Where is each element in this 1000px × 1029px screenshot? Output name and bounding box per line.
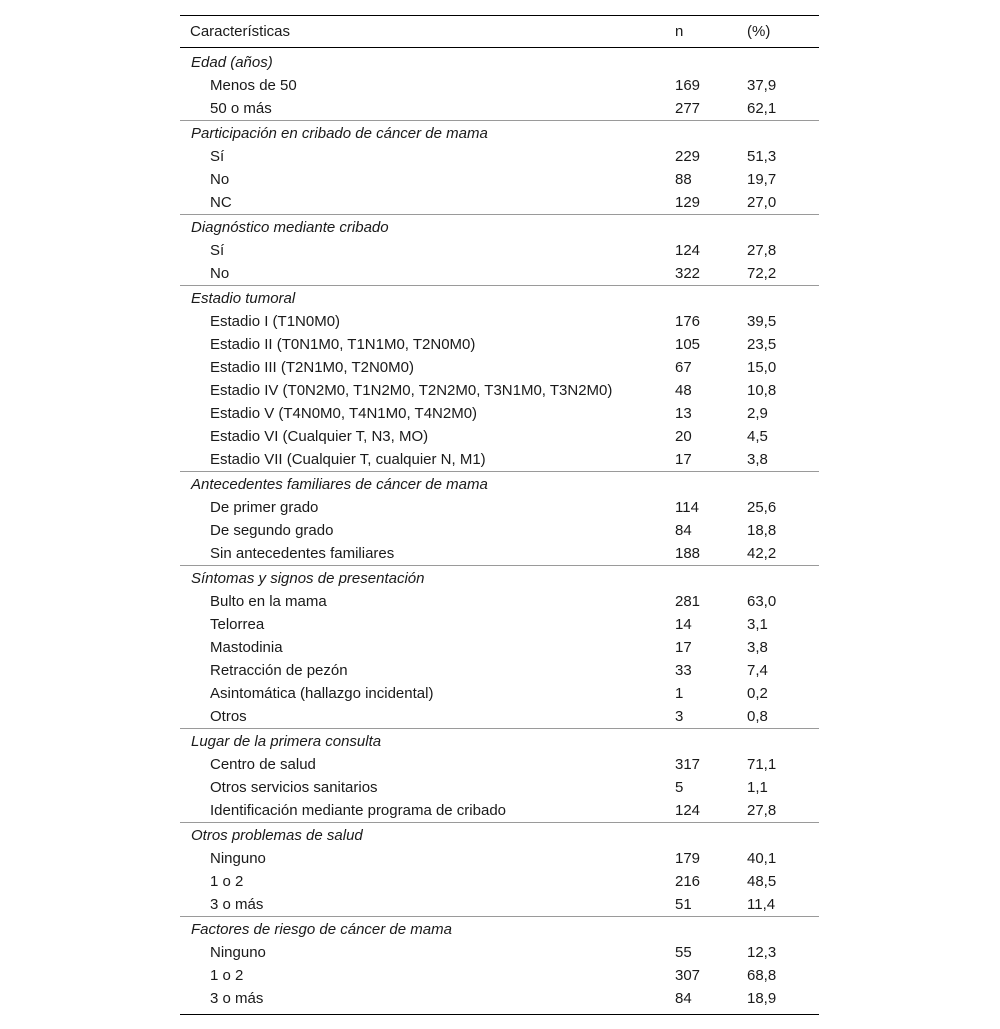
row-label: Telorrea — [210, 616, 265, 633]
table-row — [180, 893, 819, 917]
row-n-value: 51 — [675, 896, 692, 913]
row-percent-value: 51,3 — [747, 148, 777, 165]
row-n-value: 176 — [675, 313, 701, 330]
row-n-value: 229 — [675, 148, 701, 165]
section-title: Diagnóstico mediante cribado — [180, 215, 819, 240]
table-row — [180, 753, 819, 776]
table-row — [180, 519, 819, 542]
row-label: Retracción de pezón — [210, 662, 348, 679]
row-percent-value: 42,2 — [747, 545, 777, 562]
row-label: Mastodinia — [210, 639, 283, 656]
row-percent-value: 12,3 — [747, 944, 777, 961]
row-percent-value: 4,5 — [747, 428, 768, 445]
table-row — [180, 333, 819, 356]
table-row — [180, 191, 819, 215]
row-n-value: 277 — [675, 100, 701, 117]
row-label: Identificación mediante programa de cribado — [210, 802, 507, 819]
table-row — [180, 448, 819, 472]
section-title: Otros problemas de salud — [180, 823, 819, 848]
section-row — [180, 121, 819, 146]
row-label: Estadio III (T2N1M0, T2N0M0) — [210, 359, 414, 376]
row-n-value: 105 — [675, 336, 701, 353]
row-label: 50 o más — [210, 100, 272, 117]
row-n-value: 33 — [675, 662, 692, 679]
section-title: Síntomas y signos de presentación — [180, 566, 819, 591]
row-n-value: 67 — [675, 359, 692, 376]
row-percent-value: 63,0 — [747, 593, 777, 610]
table-row — [180, 847, 819, 870]
section-row — [180, 917, 819, 942]
row-percent-value: 68,8 — [747, 967, 777, 984]
section-title: Edad (años) — [191, 53, 273, 71]
row-percent-value: 10,8 — [747, 382, 777, 399]
table-row — [180, 168, 819, 191]
row-percent-value: 0,8 — [747, 708, 768, 725]
characteristics-table-container — [180, 15, 819, 1015]
row-n-value: 317 — [675, 756, 701, 773]
row-percent-value: 39,5 — [747, 313, 777, 330]
header-percent: (%) — [747, 23, 771, 40]
row-percent-value: 27,8 — [747, 242, 777, 259]
header-characteristics: Características — [190, 23, 291, 40]
section-title: Lugar de la primera consulta — [180, 729, 819, 754]
row-n-value: 188 — [675, 545, 701, 562]
row-n-value: 179 — [675, 850, 701, 867]
row-n-value: 281 — [675, 593, 701, 610]
row-label: 1 o 2 — [210, 967, 244, 984]
row-label: Estadio V (T4N0M0, T4N1M0, T4N2M0) — [210, 405, 478, 422]
row-n-value: 322 — [675, 265, 701, 282]
header-row — [180, 16, 819, 48]
row-percent-value: 18,8 — [747, 522, 777, 539]
row-label: De primer grado — [210, 499, 319, 516]
row-label: 3 o más — [210, 990, 264, 1007]
section-row — [180, 566, 819, 591]
row-percent-value: 18,9 — [747, 990, 777, 1007]
row-label: Sí — [210, 148, 225, 165]
row-n-value: 13 — [675, 405, 692, 422]
row-n-value: 17 — [675, 451, 692, 468]
row-percent-value: 11,4 — [747, 896, 776, 913]
row-percent-value: 62,1 — [747, 100, 777, 117]
table-row — [180, 636, 819, 659]
row-n-value: 48 — [675, 382, 692, 399]
table-row — [180, 310, 819, 333]
row-label: Estadio IV (T0N2M0, T1N2M0, T2N2M0, T3N1M0, T3N2M0) — [210, 382, 613, 399]
row-label: Ninguno — [210, 850, 266, 867]
table-row — [180, 705, 819, 729]
row-label: Otros servicios sanitarios — [210, 779, 378, 796]
row-label: Estadio VII (Cualquier T, cualquier N, M1) — [210, 451, 486, 468]
row-percent-value: 40,1 — [747, 850, 777, 867]
row-label: 1 o 2 — [210, 873, 244, 890]
table-row — [180, 145, 819, 168]
row-n-value: 17 — [675, 639, 692, 656]
row-n-value: 14 — [675, 616, 692, 633]
row-label: Estadio VI (Cualquier T, N3, MO) — [210, 428, 429, 445]
row-label: Sí — [210, 242, 225, 259]
row-label: Otros — [210, 708, 247, 725]
row-n-value: 114 — [675, 499, 699, 516]
table-row — [180, 356, 819, 379]
table-row — [180, 941, 819, 964]
row-percent-value: 1,1 — [747, 779, 768, 796]
row-n-value: 84 — [675, 522, 692, 539]
table-body — [180, 48, 819, 1011]
row-label: No — [210, 265, 230, 282]
row-label: 3 o más — [210, 896, 264, 913]
row-percent-value: 3,8 — [747, 451, 768, 468]
table-header — [180, 16, 819, 48]
row-n-value: 216 — [675, 873, 701, 890]
row-n-value: 169 — [675, 77, 701, 94]
row-percent-value: 25,6 — [747, 499, 777, 516]
table-row — [180, 987, 819, 1010]
row-n-value: 307 — [675, 967, 701, 984]
row-percent-value: 27,0 — [747, 194, 777, 211]
row-n-value: 88 — [675, 171, 692, 188]
table-row — [180, 964, 819, 987]
section-row — [180, 472, 819, 497]
section-row — [180, 729, 819, 754]
row-n-value: 124 — [675, 242, 701, 259]
row-label: NC — [210, 194, 232, 211]
row-label: Estadio I (T1N0M0) — [210, 313, 341, 330]
section-title: Estadio tumoral — [180, 286, 819, 311]
row-label: Bulto en la mama — [210, 593, 327, 610]
row-percent-value: 3,8 — [747, 639, 768, 656]
header-n: n — [675, 23, 684, 40]
table-row — [180, 379, 819, 402]
row-percent-value: 23,5 — [747, 336, 777, 353]
table-bottom-rule — [180, 1014, 819, 1015]
row-label: Sin antecedentes familiares — [210, 545, 395, 562]
row-percent-value: 27,8 — [747, 802, 777, 819]
row-label: Centro de salud — [210, 756, 316, 773]
row-percent-value: 72,2 — [747, 265, 777, 282]
section-title: Factores de riesgo de cáncer de mama — [180, 917, 819, 942]
table-row — [180, 590, 819, 613]
table-row — [180, 542, 819, 566]
row-n-value: 3 — [675, 708, 684, 725]
row-n-value: 129 — [675, 194, 701, 211]
row-percent-value: 0,2 — [747, 685, 768, 702]
row-label: No — [210, 171, 230, 188]
characteristics-table — [180, 15, 819, 1010]
table-row — [180, 496, 819, 519]
row-n-value: 84 — [675, 990, 692, 1007]
section-row — [180, 48, 819, 75]
row-n-value: 55 — [675, 944, 692, 961]
table-row — [180, 870, 819, 893]
row-percent-value: 3,1 — [747, 616, 768, 633]
section-row — [180, 286, 819, 311]
row-percent-value: 2,9 — [747, 405, 768, 422]
row-label: Ninguno — [210, 944, 266, 961]
row-n-value: 1 — [675, 685, 684, 702]
table-row — [180, 799, 819, 823]
section-row — [180, 215, 819, 240]
row-percent-value: 15,0 — [747, 359, 777, 376]
table-row — [180, 239, 819, 262]
table-row — [180, 97, 819, 121]
table-row — [180, 682, 819, 705]
row-n-value: 5 — [675, 779, 684, 796]
row-label: Menos de 50 — [210, 77, 297, 94]
section-title: Participación en cribado de cáncer de mama — [180, 121, 819, 146]
row-label: Estadio II (T0N1M0, T1N1M0, T2N0M0) — [210, 336, 476, 353]
row-percent-value: 37,9 — [747, 77, 777, 94]
row-percent-value: 48,5 — [747, 873, 777, 890]
table-row — [180, 613, 819, 636]
row-label: Asintomática (hallazgo incidental) — [210, 685, 434, 702]
table-row — [180, 776, 819, 799]
table-row — [180, 425, 819, 448]
row-n-value: 124 — [675, 802, 701, 819]
row-label: De segundo grado — [210, 522, 334, 539]
row-percent-value: 7,4 — [747, 662, 768, 679]
row-percent-value: 19,7 — [747, 171, 777, 188]
table-row — [180, 659, 819, 682]
table-row — [180, 402, 819, 425]
row-n-value: 20 — [675, 428, 692, 445]
table-row — [180, 74, 819, 97]
table-row — [180, 262, 819, 286]
section-row — [180, 823, 819, 848]
section-title: Antecedentes familiares de cáncer de mama — [180, 472, 819, 497]
row-percent-value: 71,1 — [747, 756, 777, 773]
